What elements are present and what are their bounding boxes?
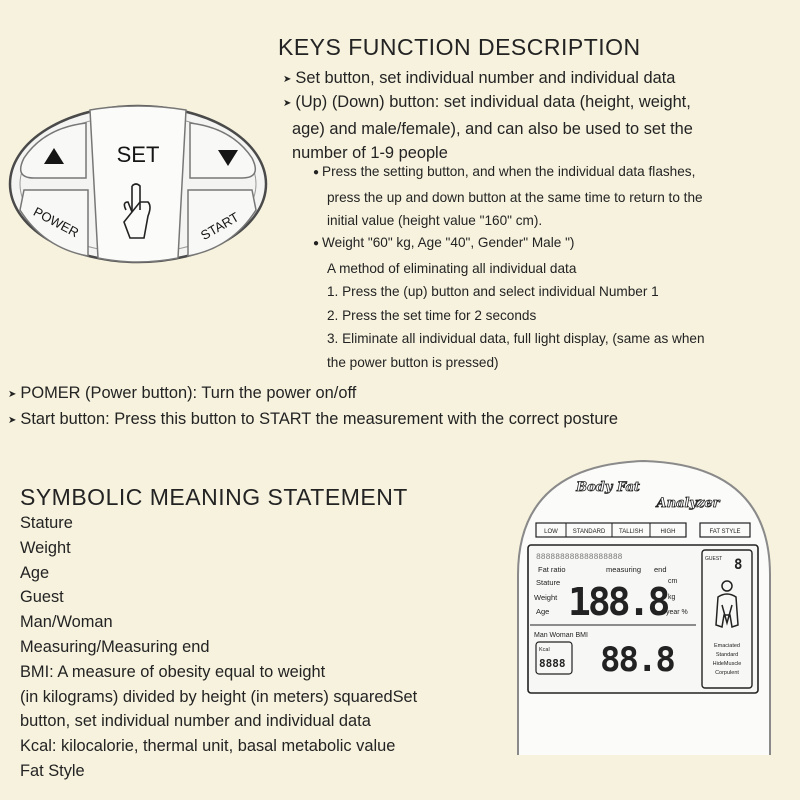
symbolic-meaning-list (20, 511, 510, 784)
keys-function-title: KEYS FUNCTION DESCRIPTION (278, 34, 641, 60)
fat-ratio-label: Fat ratio (538, 565, 566, 574)
list-item: Kcal: kilocalorie, thermal unit, basal metabolic value (20, 737, 396, 756)
dot-bullet-icon: ● (313, 167, 320, 178)
list-item: (in kilograms) divided by height (in meters) squaredSet (20, 687, 418, 706)
end-label: end (654, 565, 667, 574)
man-woman-bmi-label: Man Woman BMI (534, 632, 588, 639)
kcal-label: Kcal (539, 647, 550, 653)
big-value-display: 188.8 (568, 580, 668, 624)
scale-low: LOW (544, 529, 558, 535)
list-item: Guest (20, 588, 64, 607)
list-item: Man/Woman (20, 613, 113, 632)
age-label: Age (536, 607, 550, 616)
start-label: START (198, 209, 242, 243)
list-item: Measuring/Measuring end (20, 637, 210, 656)
list-item: Age (20, 563, 50, 582)
start-button-description: ➤ Start button: Press this button to START the measurement with the correct posture (8, 410, 619, 428)
arrow-bullet-icon: ➤ (283, 74, 292, 85)
brand-line2: Analyzer (656, 496, 720, 511)
arrow-bullet-icon: ➤ (8, 415, 17, 426)
dot-bullet-icon: ● (313, 238, 320, 249)
list-item: Stature (20, 514, 73, 532)
arrow-bullet-icon: ➤ (8, 389, 17, 400)
set-button-description: ➤ Set button, set individual number and individual data (283, 69, 676, 87)
stature-label: Stature (536, 578, 561, 587)
unit-year: year % (666, 609, 688, 616)
scale-tallish: TALLISH (619, 529, 643, 535)
fat-style-label: FAT STYLE (709, 529, 741, 535)
unit-kg: kg (668, 594, 676, 601)
scale-standard: STANDARD (572, 529, 606, 535)
measuring-label: measuring (606, 565, 642, 574)
body-fat-analyzer-device (508, 455, 780, 755)
arrow-bullet-icon: ➤ (283, 98, 292, 109)
list-item: button, set individual number and individual data (20, 712, 371, 731)
segment-row: 888888888888888888 (536, 553, 623, 562)
scale-high: HIGH (660, 529, 676, 535)
power-button-description: ➤ POMER (Power button): Turn the power on/off (8, 384, 357, 402)
power-label: POWER (30, 203, 82, 241)
set-label: SET (116, 142, 160, 167)
updown-button-description: ➤ (Up) (Down) button: set individual data (height, weight, age) and male/female), and can also be used to set the number of 1-9 people (283, 93, 693, 162)
press-setting-note: ● Press the setting button, and when the individual data flashes, press the up and down button at the same time to return to the initial value (height value "160" cm). (313, 164, 703, 228)
list-item: Weight (20, 538, 71, 557)
weight-default-note: ● Weight "60" kg, Age "40", Gender" Male ") A method of eliminating all individual data 1. Press the (up) button and select individual Number 1 2. Press the set time for 2 seconds 3. Eliminate all individual data, full light display, (same as when the power button is pressed) (313, 235, 705, 370)
list-item: BMI: A measure of obesity equal to weight (20, 662, 326, 681)
small-value-display: 8888 (539, 657, 566, 670)
body-type-corpulent: Corpulent (715, 670, 739, 676)
guest-digit: 8 (734, 557, 743, 573)
unit-cm: cm (668, 578, 678, 585)
body-type-emaciated: Emaciated (714, 643, 740, 649)
guest-label: GUEST (705, 556, 723, 562)
body-type-standard: Standard (715, 652, 739, 658)
list-item: Fat Style (20, 761, 85, 780)
body-type-hidemuscle: HideMuscle (712, 661, 742, 667)
brand-line1: Body Fat (576, 480, 640, 495)
keypad-illustration (4, 98, 272, 270)
weight-label: Weight (534, 593, 558, 602)
mid-value-display: 88.8 (600, 640, 674, 680)
symbolic-meaning-title: SYMBOLIC MEANING STATEMENT (20, 484, 408, 510)
